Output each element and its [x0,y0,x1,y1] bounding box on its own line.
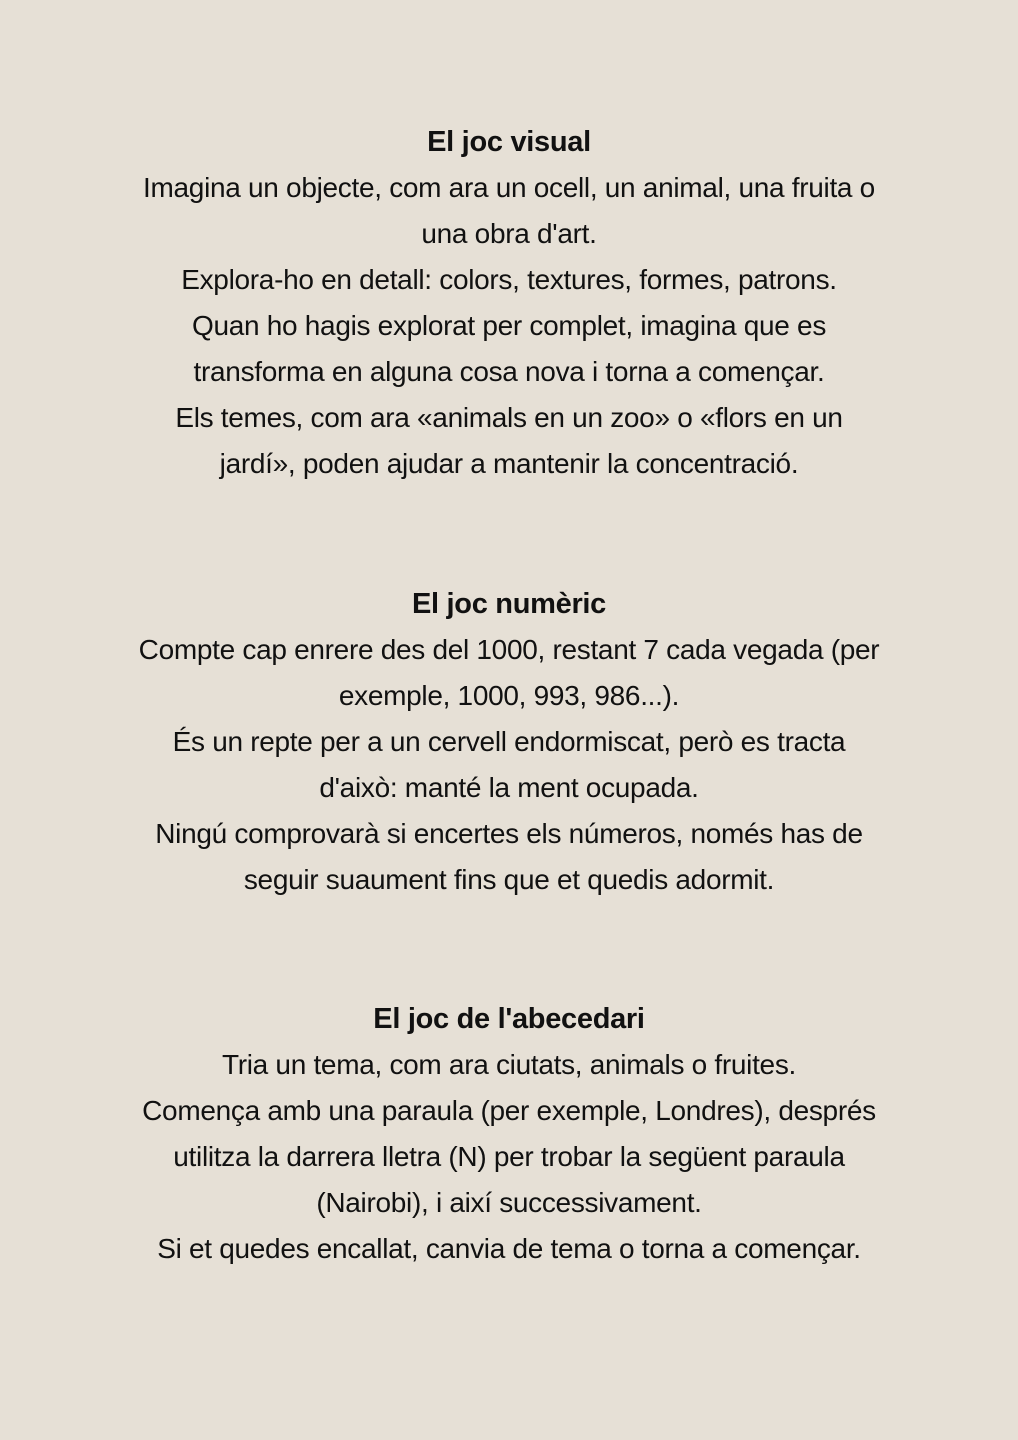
paragraph-line: utilitza la darrera lletra (N) per trobar la següent paraula [173,1141,845,1172]
section-title: El joc de l'abecedari [373,1003,645,1035]
paragraph-line: Quan ho hagis explorat per complet, imagina que es [191,310,827,341]
section-alphabet-game [60,996,958,1272]
section-visual-game [60,119,958,487]
paragraph-line: seguir suaument fins que et quedis adormit. [243,864,775,895]
section-title: El joc numèric [411,588,607,620]
paragraph-line: jardí», poden ajudar a mantenir la concentració. [219,448,799,479]
paragraph-line: (Nairobi), i així successivament. [316,1187,702,1218]
paragraph-line: exemple, 1000, 993, 986...). [338,680,680,711]
paragraph-line: Compte cap enrere des del 1000, restant 7 cada vegada (per [138,634,880,665]
paragraph-line: Els temes, com ara «animals en un zoo» o «flors en un [175,402,843,433]
paragraph-line: Si et quedes encallat, canvia de tema o torna a començar. [157,1233,861,1264]
paragraph-line: Tria un tema, com ara ciutats, animals o fruites. [221,1049,797,1080]
paragraph-line: Imagina un objecte, com ara un ocell, un animal, una fruita o [143,172,875,203]
paragraph-line: transforma en alguna cosa nova i torna a començar. [193,356,825,387]
paragraph-line: Comença amb una paraula (per exemple, Londres), després [142,1095,876,1126]
paragraph-line: Ningú comprovarà si encertes els números, només has de [155,818,863,849]
paragraph-line: Explora-ho en detall: colors, textures, formes, patrons. [181,264,837,295]
paragraph-line: d'això: manté la ment ocupada. [319,772,699,803]
paragraph-line: És un repte per a un cervell endormiscat, però es tracta [172,726,846,757]
paragraph-line: una obra d'art. [421,218,597,249]
section-numeric-game [60,581,958,903]
section-title: El joc visual [427,126,591,158]
